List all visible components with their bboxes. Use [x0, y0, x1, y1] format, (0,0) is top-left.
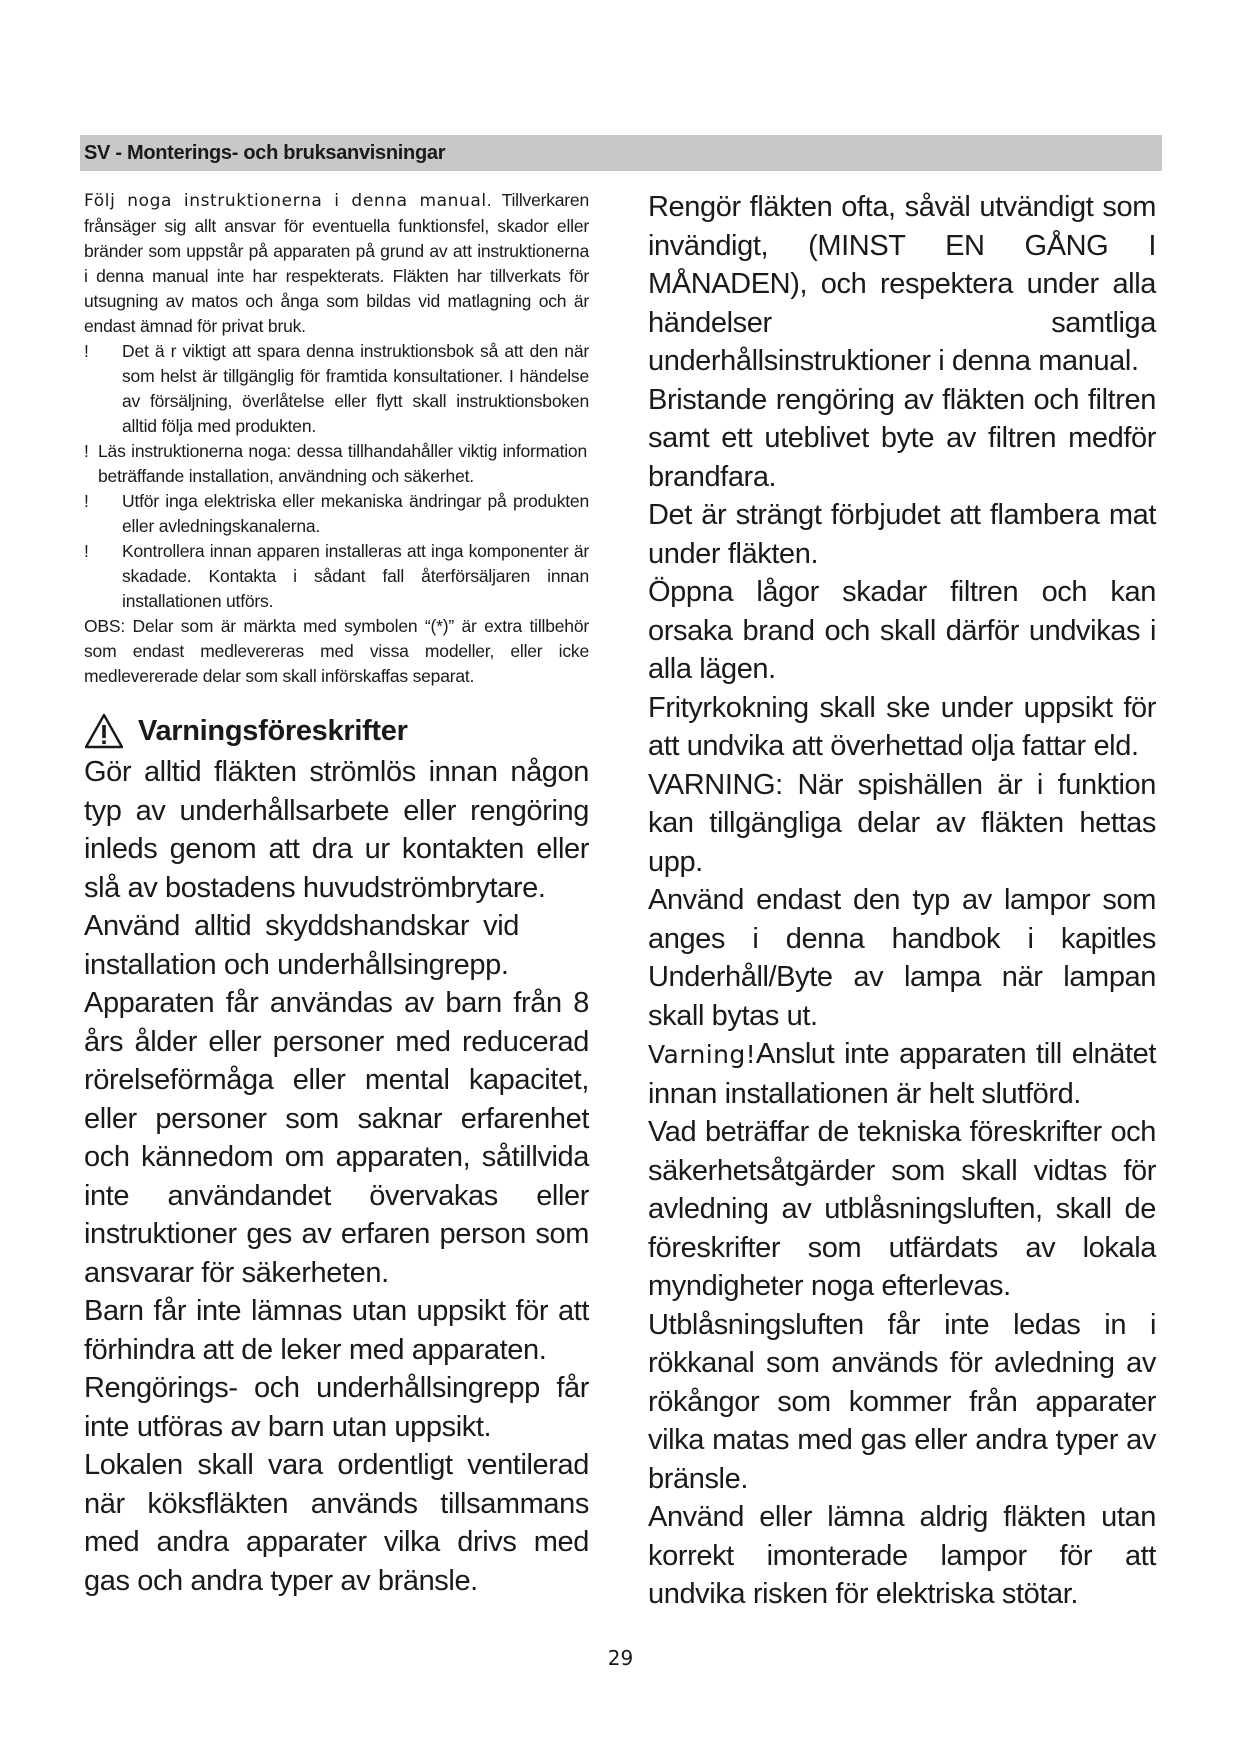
warning-paragraph: Lokalen skall vara ordentligt ventilerad när köksfläkten används tillsammans med andra apparater vilka drivs med gas och andra typer av bränsle.	[84, 1449, 589, 1597]
warning-paragraph: Frityrkokning skall ske under uppsikt för att undvika att överhettad olja fattar eld.	[648, 691, 1156, 762]
list-item	[84, 339, 589, 439]
obs-note: OBS: Delar som är märkta med symbolen “(*)” är extra tillbehör som endast medlevereras med vissa modeller, eller icke medlevererade delar som skall införskaffas separat.	[84, 616, 589, 686]
bullet-text: Läs instruktionerna noga: dessa tillhandahåller viktig information beträffande installation, användning och säkerhet.	[98, 441, 587, 486]
varning-text: Anslut inte apparaten till elnätet innan installationen är helt slutförd.	[648, 1038, 1156, 1110]
intro-paragraph	[84, 188, 589, 339]
warning-paragraph: Rengörings- och underhållsingrepp får inte utföras av barn utan uppsikt.	[84, 1372, 589, 1443]
intro-lead: Följ noga instruktionerna i denna manual	[84, 191, 487, 211]
warning-triangle-icon	[84, 713, 124, 749]
page-number: 29	[607, 1646, 634, 1670]
left-column	[84, 188, 589, 1600]
warning-paragraph: Bristande rengöring av fläkten och filtren samt ett uteblivet byte av filtren medför brandfara.	[648, 383, 1156, 493]
warning-paragraph: Använd eller lämna aldrig fläkten utan korrekt imonterade lampor för att undvika risken för elektriska stötar.	[648, 1501, 1156, 1610]
section-header	[80, 135, 1162, 171]
warning-paragraph: Öppna lågor skadar filtren och kan orsaka brand och skall därför undvikas i alla lägen.	[648, 576, 1156, 685]
warning-paragraph: Apparaten får användas av barn från 8 års ålder eller personer med reducerad rörelseförmåga eller mental kapacitet, eller personer som saknar erfarenhet och kännedom om apparaten, såtillvida inte användandet övervakas eller instruktioner ges av erfaren person som ansvarar för säkerheten.	[84, 987, 589, 1289]
warning-paragraph: Barn får inte lämnas utan uppsikt för att förhindra att de leker med apparaten.	[84, 1295, 589, 1366]
warning-paragraph: Vad beträffar de tekniska föreskrifter och säkerhetsåtgärder som skall vidtas för avledning av utblåsningsluften, skall de föreskrifter som utfärdats av lokala myndigheter noga efterlevas.	[648, 1116, 1156, 1302]
warning-paragraph: Använd endast den typ av lampor som anges i denna handbok i kapitles Underhåll/Byte av lampa när lampan skall bytas ut.	[648, 884, 1156, 1032]
warnings-title: Varningsföreskrifter	[138, 714, 408, 747]
varning-lead: Varning!	[648, 1040, 757, 1069]
right-column	[648, 188, 1156, 1614]
warning-paragraph: Utblåsningsluften får inte ledas in i rökkanal som används för avledning av rökångor som kommer från apparater vilka matas med gas eller andra typer av bränsle.	[648, 1308, 1156, 1495]
bullet-text: Utför inga elektriska eller mekaniska ändringar på produkten eller avledningskanalerna.	[122, 491, 589, 536]
warning-paragraph: Gör alltid fläkten strömlös innan någon typ av underhållsarbete eller rengöring inleds genom att dra ur kontakten eller slå av bostadens huvudströmbrytare.	[84, 756, 589, 904]
warning-paragraph: Använd alltid skyddshandskar vid installation och underhållsingrepp.	[84, 910, 519, 981]
bullet-mark: !	[84, 341, 89, 361]
warning-paragraph: Det är strängt förbjudet att flambera mat under fläkten.	[648, 499, 1156, 570]
bullet-mark: !	[84, 441, 89, 461]
intro-text: . Tillverkaren frånsäger sig allt ansvar för eventuella funktionsfel, skador eller bränder som uppstår på apparaten på grund av att instruktionerna i denna manual inte har respekterats. Fläkten har tillverkats för utsugning av matos och ånga som bildas vid matlagning och är endast ämnad för privat bruk.	[84, 190, 590, 336]
section-title: SV - Monterings- och bruksanvisningar	[84, 142, 446, 164]
bullet-text: Kontrollera innan apparen installeras att inga komponenter är skadade. Kontakta i sådant fall återförsäljaren innan installationen utförs.	[122, 541, 589, 611]
varning-paragraph	[648, 1035, 1156, 1113]
bullet-mark: !	[84, 541, 89, 561]
list-item	[84, 439, 589, 489]
warnings-heading	[84, 709, 589, 753]
bullet-mark: !	[84, 491, 89, 511]
bullet-text: Det ä r viktigt att spara denna instruktionsbok så att den när som helst är tillgänglig för framtida konsultationer. I händelse av försäljning, överlåtelse eller flytt skall instruktionsboken alltid följa med produkten.	[122, 341, 589, 436]
list-item	[84, 539, 589, 614]
warning-paragraph: VARNING: När spishällen är i funktion kan tillgängliga delar av fläkten hettas upp.	[648, 768, 1156, 878]
warning-paragraph: Rengör fläkten ofta, såväl utvändigt som invändigt, (MINST EN GÅNG I MÅNADEN), och respektera under alla händelser samtliga underhållsinstruktioner i denna manual.	[648, 191, 1156, 377]
list-item	[84, 489, 589, 539]
